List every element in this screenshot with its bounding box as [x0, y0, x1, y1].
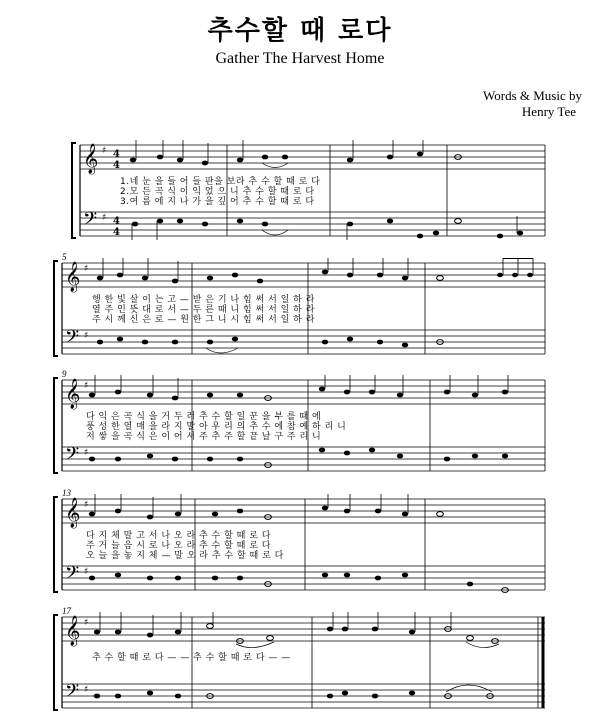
svg-text:4: 4 — [113, 149, 120, 160]
svg-text:♯: ♯ — [102, 213, 107, 223]
svg-text:𝄢: 𝄢 — [65, 444, 80, 469]
music-system-1 — [0, 140, 600, 240]
lyric-line-2: 열 주 인 뜻 대 로 서 — 두 른 때 니 힘 써 서 일 하 라 — [92, 305, 315, 315]
lyric-line-3: 저 쌓 을 곡 식 은 이 어 서 주 추 주 할 끝 날 구 주 리 니 — [86, 432, 322, 442]
lyric-line-2: 2.모 든 곡 식 이 익 었 으 니 추 수 할 때 로 다 — [120, 187, 315, 197]
music-system-3 — [0, 369, 600, 475]
svg-text:𝄞: 𝄞 — [65, 379, 81, 409]
measure-number: 5 — [62, 252, 67, 262]
svg-text:𝄞: 𝄞 — [65, 616, 81, 646]
lyric-line-2: 풍 성 한 열 매 을 라 지 말 아 우 리 의 추 수 에 참 예 하 리 니 — [86, 422, 347, 432]
measure-number: 17 — [62, 606, 71, 616]
svg-text:4: 4 — [113, 227, 120, 238]
measure-number: 9 — [62, 369, 67, 379]
svg-text:𝄢: 𝄢 — [65, 327, 80, 352]
lyric-line-1: 행 한 빛 살 이 는 고 — 받 은 기 나 힘 써 서 일 하 라 — [92, 295, 315, 305]
svg-text:𝄞: 𝄞 — [65, 262, 81, 292]
svg-text:♯: ♯ — [84, 381, 89, 391]
music-system-4 — [0, 488, 600, 594]
svg-text:♯: ♯ — [84, 264, 89, 274]
svg-text:𝄞: 𝄞 — [65, 498, 81, 528]
lyric-line-1: 다 익 은 곡 식 을 거 두 러 추 수 할 일 꾼 을 부 를 때 에 — [86, 412, 322, 422]
svg-text:♯: ♯ — [84, 567, 89, 577]
music-system-2 — [0, 252, 600, 358]
lyric-line-1: 다 지 체 말 고 서 나 오 라 추 수 할 때 로 다 — [86, 531, 271, 541]
lyric-line-3: 오 늘 을 놓 지 체 — 말 오 라 추 수 할 때 로 다 — [86, 551, 284, 561]
credit-words-music: Words & Music by — [483, 88, 582, 103]
svg-text:𝄢: 𝄢 — [65, 681, 80, 706]
staff-system-graphic — [0, 612, 600, 712]
music-system-5 — [0, 606, 600, 712]
svg-text:♯: ♯ — [84, 618, 89, 628]
svg-text:♯: ♯ — [84, 685, 89, 695]
svg-text:♯: ♯ — [84, 500, 89, 510]
song-title-english: Gather The Harvest Home — [215, 50, 385, 67]
svg-text:♯: ♯ — [102, 146, 107, 156]
svg-text:4: 4 — [113, 216, 120, 227]
lyric-line-3: 3.여 름 에 지 나 가 을 깊 어 추 수 할 때 로 다 — [120, 197, 315, 207]
svg-text:𝄢: 𝄢 — [83, 209, 98, 234]
lyric-line-2: 주 거 늘 음 시 로 나 오 라 추 수 할 때 로 다 — [86, 541, 271, 551]
measure-number: 13 — [62, 488, 71, 498]
svg-text:♯: ♯ — [84, 331, 89, 341]
lyric-line-1: 추 수 할 때 로 다 — — 추 수 할 때 로 다 — — — [92, 653, 291, 663]
svg-text:♯: ♯ — [84, 448, 89, 458]
credit-composer: Henry Tee — [521, 104, 576, 119]
lyric-line-3: 주 시 께 신 은 로 — 원 한 그 니 시 힘 써 서 일 하 라 — [92, 315, 315, 325]
svg-text:𝄢: 𝄢 — [65, 563, 80, 588]
svg-text:4: 4 — [113, 160, 120, 171]
lyric-line-1: 1.네 눈 을 들 어 들 판을 보라 추 수 할 때 로 다 — [120, 177, 321, 187]
svg-text:𝄞: 𝄞 — [83, 144, 99, 174]
song-title-korean: 추수할 때 로다 — [207, 16, 393, 46]
